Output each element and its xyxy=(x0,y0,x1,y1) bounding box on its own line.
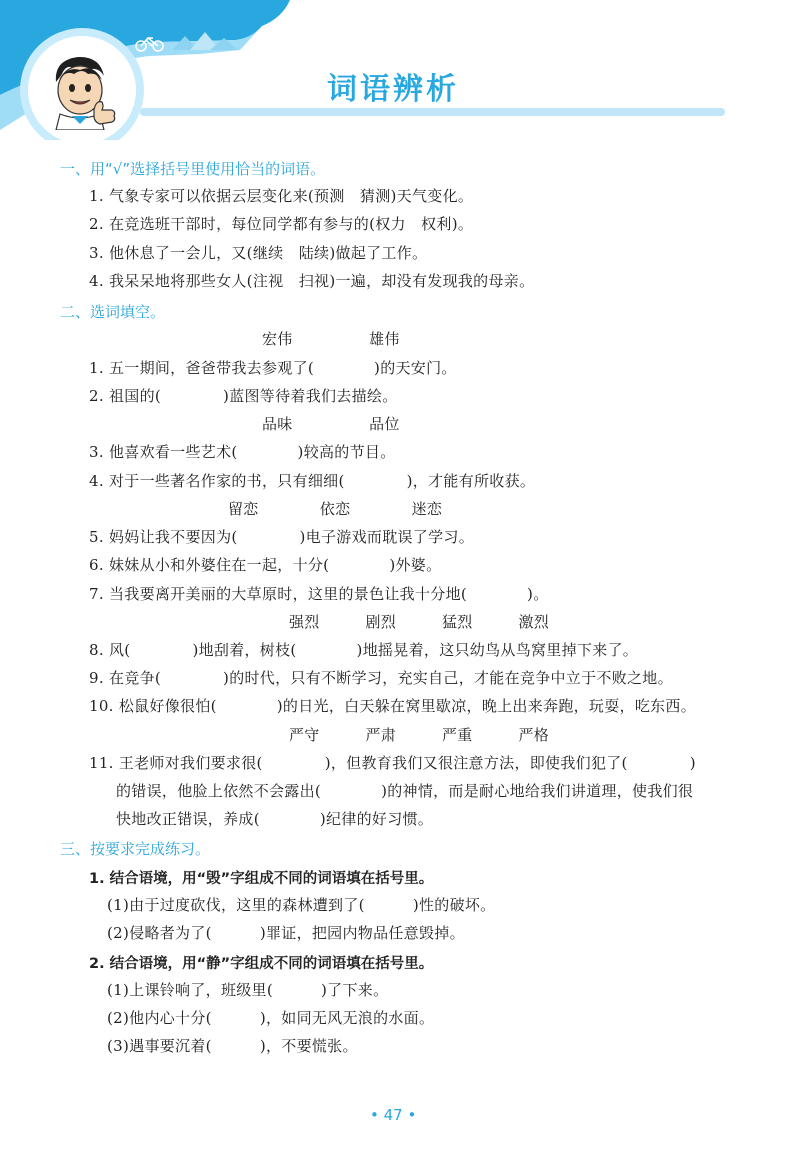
page-title: 词语辨析 xyxy=(327,72,459,107)
p2-s3-text-b: )，不要慌张。 xyxy=(259,1037,358,1055)
s2-q5 xyxy=(89,527,474,547)
s2-q6 xyxy=(89,555,441,575)
p2-s1-text-a: (1)上课铃响了，班级里( xyxy=(107,981,274,999)
s2-q8 xyxy=(89,640,638,660)
s3-p2-s2 xyxy=(107,1008,434,1028)
page-number: • 47 • xyxy=(370,1106,417,1124)
q1-text-a: 1. 五一期间，爸爸带我去参观了( xyxy=(89,359,315,377)
s2-q4 xyxy=(89,471,535,491)
boy-mascot-icon xyxy=(38,52,128,130)
q3-text-a: 3. 他喜欢看一些艺术( xyxy=(89,443,238,461)
q5-text-a: 5. 妈妈让我不要因为( xyxy=(89,528,238,546)
q3-text-b: )较高的节目。 xyxy=(297,443,396,461)
p2-s3-text-a: (3)遇事要沉着( xyxy=(107,1037,212,1055)
q11-text-f: 快地改正错误，养成( xyxy=(116,810,260,828)
p2-s1-text-b: )了下来。 xyxy=(321,981,389,999)
word-group-1: 宏伟 雄伟 xyxy=(262,330,400,348)
q6-text-a: 6. 妹妹从小和外婆住在一起，十分( xyxy=(89,556,330,574)
s1-item-1: 1. 气象专家可以依据云层变化来(预测 猜测)天气变化。 xyxy=(89,187,474,205)
s3-p2-s3 xyxy=(107,1036,358,1056)
s3-p1-s2 xyxy=(107,923,465,943)
word-group-2: 品味 品位 xyxy=(262,415,400,433)
q10-text-b: )的日光，白天躲在窝里歇凉，晚上出来奔跑，玩耍，吃东西。 xyxy=(276,697,697,715)
q11-text-c: ) xyxy=(689,754,696,772)
p1-s1-text-a: (1)由于过度砍伐，这里的森林遭到了( xyxy=(107,896,365,914)
q11-text-b: )，但教育我们又很注意方法，即使我们犯了( xyxy=(324,754,628,772)
q8-text-c: )地摇晃着，这只幼鸟从鸟窝里掉下来了。 xyxy=(356,641,639,659)
s2-q11-line2 xyxy=(116,781,693,801)
s2-q11-line1 xyxy=(89,753,696,773)
s3-part2-title: 2. 结合语境，用“静”字组成不同的词语填在括号里。 xyxy=(89,956,434,972)
p2-s2-text-b: )，如同无风无浪的水面。 xyxy=(259,1009,435,1027)
word-group-3: 留恋 依恋 迷恋 xyxy=(228,500,443,518)
q11-text-a: 11. 王老师对我们要求很( xyxy=(89,754,263,772)
s2-q3 xyxy=(89,442,396,462)
q7-text-a: 7. 当我要离开美丽的大草原时，这里的景色让我十分地( xyxy=(89,585,468,603)
q7-text-b: )。 xyxy=(527,585,549,603)
q4-text-b: )，才能有所收获。 xyxy=(406,472,536,490)
q11-text-g: )纪律的好习惯。 xyxy=(319,810,434,828)
q9-text-b: )的时代，只有不断学习，充实自己，才能在竞争中立于不败之地。 xyxy=(223,669,673,687)
s1-item-3: 3. 他休息了一会儿，又(继续 陆续)做起了工作。 xyxy=(89,244,428,262)
section2-heading: 二、选词填空。 xyxy=(60,303,166,321)
q11-text-d: 的错误，他脸上依然不会露出( xyxy=(116,782,322,800)
q2-text-b: )蓝图等待着我们去描绘。 xyxy=(223,387,398,405)
section3-heading: 三、按要求完成练习。 xyxy=(60,840,211,858)
s1-item-2: 2. 在竞选班干部时，每位同学都有参与的(权力 权利)。 xyxy=(89,215,474,233)
p1-s2-text-a: (2)侵略者为了( xyxy=(107,924,212,942)
q10-text-a: 10. 松鼠好像很怕( xyxy=(89,697,217,715)
s3-p1-s1 xyxy=(107,895,495,915)
p1-s2-text-b: )罪证，把园内物品任意毁掉。 xyxy=(259,924,465,942)
s1-item-4: 4. 我呆呆地将那些女人(注视 扫视)一遍，却没有发现我的母亲。 xyxy=(89,272,535,290)
q5-text-b: )电子游戏而耽误了学习。 xyxy=(299,528,474,546)
q8-text-b: )地刮着，树枝( xyxy=(192,641,297,659)
p2-s2-text-a: (2)他内心十分( xyxy=(107,1009,212,1027)
s2-q2 xyxy=(89,386,398,406)
q6-text-b: )外婆。 xyxy=(389,556,442,574)
p1-s1-text-b: )性的破坏。 xyxy=(412,896,496,914)
word-group-4: 强烈 剧烈 猛烈 激烈 xyxy=(289,613,550,631)
s2-q10 xyxy=(89,696,696,716)
s2-q11-line3 xyxy=(116,809,433,829)
q9-text-a: 9. 在竞争( xyxy=(89,669,162,687)
s2-q1 xyxy=(89,358,457,378)
q4-text-a: 4. 对于一些著名作家的书，只有细细( xyxy=(89,472,345,490)
q2-text-a: 2. 祖国的( xyxy=(89,387,162,405)
q8-text-a: 8. 风( xyxy=(89,641,131,659)
q1-text-b: )的天安门。 xyxy=(374,359,457,377)
section1-heading: 一、用“√”选择括号里使用恰当的词语。 xyxy=(60,160,326,178)
word-group-5: 严守 严肃 严重 严格 xyxy=(289,726,550,744)
s3-part1-title: 1. 结合语境，用“毁”字组成不同的词语填在括号里。 xyxy=(89,871,434,887)
q11-text-e: )的神情，而是耐心地给我们讲道理，使我们很 xyxy=(381,782,694,800)
s3-p2-s1 xyxy=(107,980,388,1000)
s2-q7 xyxy=(89,584,549,604)
s2-q9 xyxy=(89,668,673,688)
